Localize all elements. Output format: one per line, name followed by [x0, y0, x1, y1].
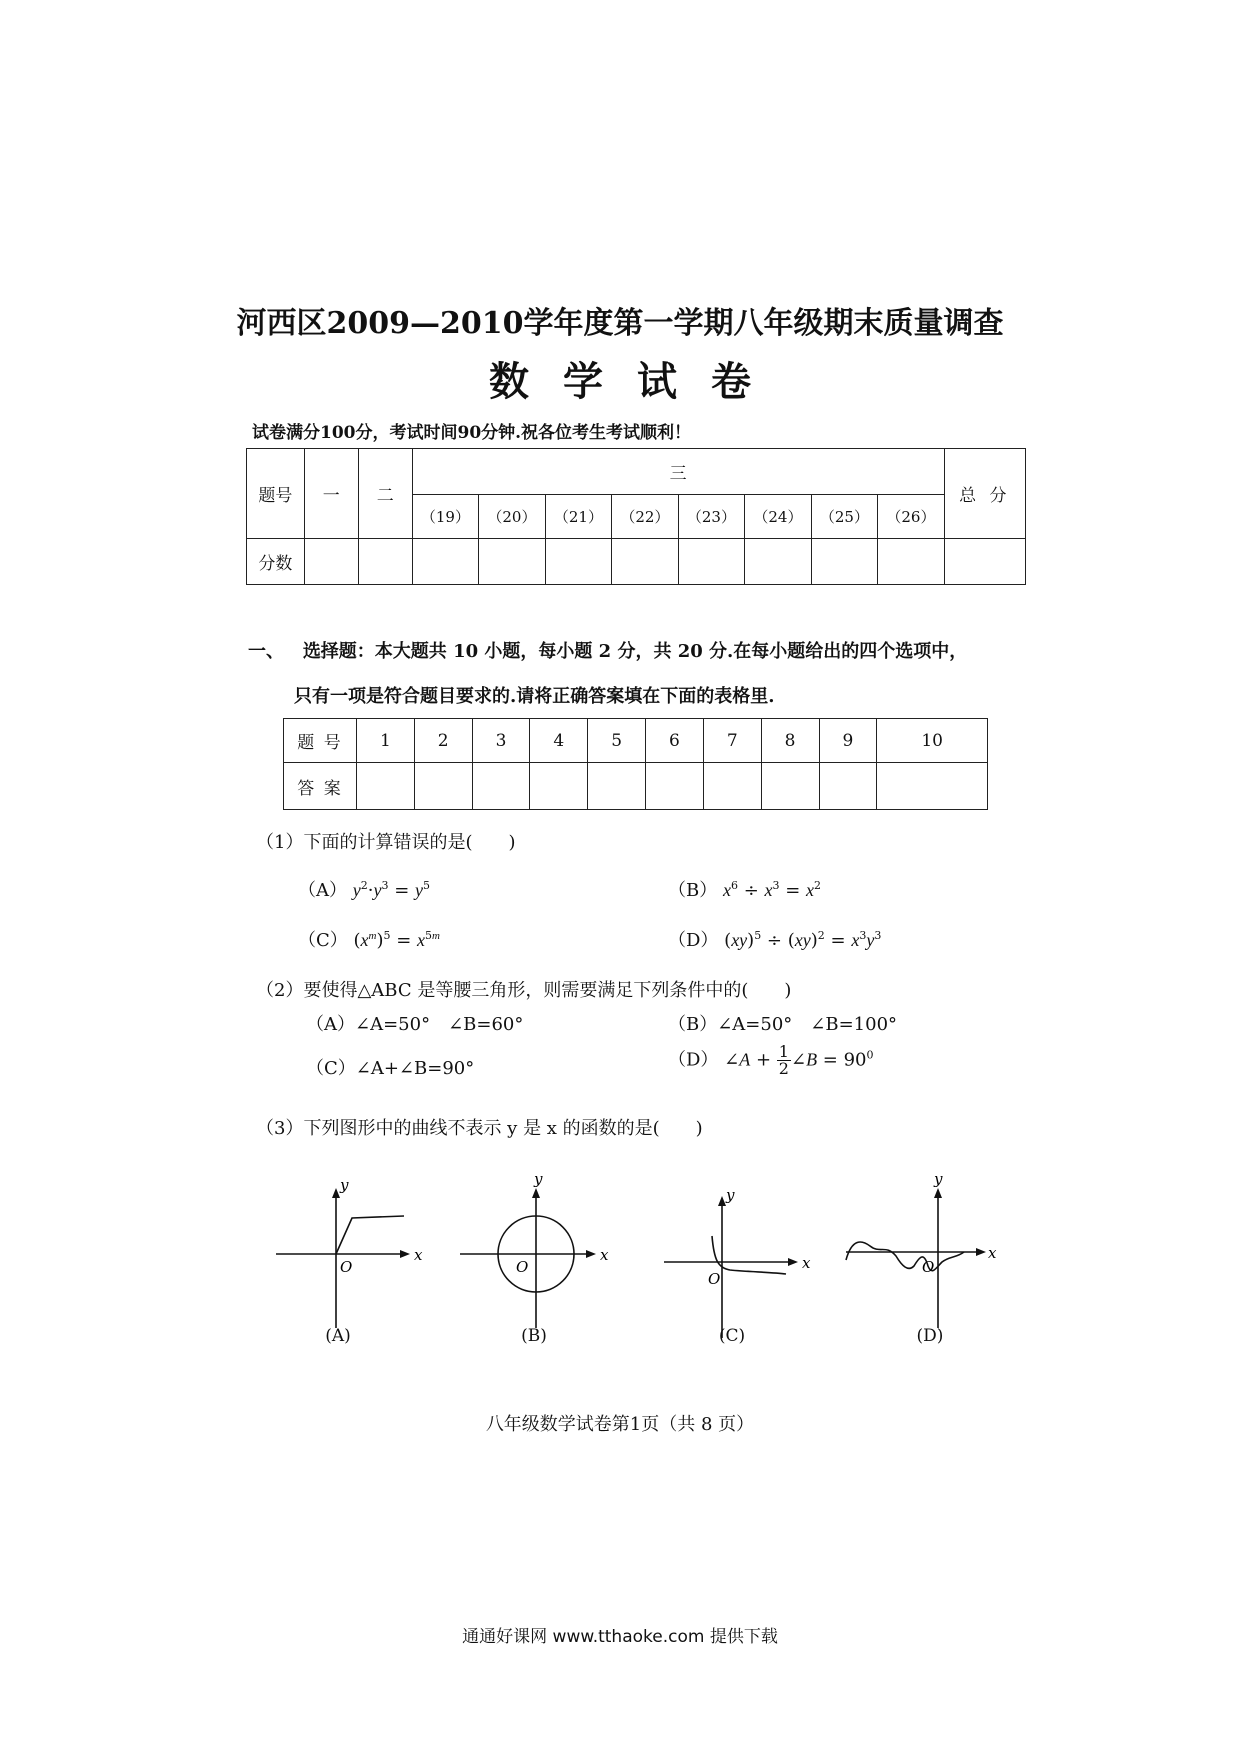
graph-c: [660, 1168, 820, 1348]
score-cell: [479, 539, 546, 585]
q1-option-b: （B） $x^6 \div x^3 = x^2$: [668, 879, 822, 901]
axis-y-label: y: [726, 1186, 735, 1204]
answer-number: 4: [530, 719, 588, 763]
score-table: [246, 448, 1026, 585]
score-sub-col: （24）: [745, 495, 812, 539]
axis-x-label: x: [988, 1244, 997, 1262]
score-cell: [745, 539, 812, 585]
score-cell: [358, 539, 412, 585]
exam-intro: 试卷满分100分，考试时间90分钟.祝各位考生考试顺利！: [252, 423, 692, 443]
score-sub-col: （22）: [612, 495, 679, 539]
score-sub-col: （26）: [878, 495, 945, 539]
q1-option-d: （D） $(xy)^5 \div (xy)^2 = x^3y^3$: [668, 929, 882, 951]
score-cell: [304, 539, 358, 585]
score-sub-col: （19）: [412, 495, 479, 539]
answer-cell: [819, 763, 877, 810]
q1-option-a: （A） $y^2\cdot y^3 = y^5$: [298, 879, 430, 901]
axis-x-label: x: [600, 1246, 609, 1264]
score-sub-col: （25）: [811, 495, 878, 539]
score-col-2: 二: [358, 449, 412, 539]
origin-label: O: [340, 1258, 353, 1276]
answer-number: 8: [761, 719, 819, 763]
answer-number: 2: [414, 719, 472, 763]
axis-y-label: y: [340, 1176, 349, 1194]
answer-cell: [472, 763, 530, 810]
answer-cell: [357, 763, 415, 810]
graph-d: [842, 1168, 1002, 1348]
score-cell: [878, 539, 945, 585]
answer-number: 1: [357, 719, 415, 763]
section1-heading: [248, 637, 967, 663]
answer-number: 9: [819, 719, 877, 763]
answer-number: 7: [703, 719, 761, 763]
answer-number: 6: [646, 719, 704, 763]
graph-c-label: (C): [718, 1326, 746, 1346]
answer-number: 5: [588, 719, 646, 763]
fraction-half: $\frac{1}{2}$: [778, 1042, 789, 1078]
answer-cell: [703, 763, 761, 810]
origin-label: O: [516, 1258, 529, 1276]
score-col-1: 一: [304, 449, 358, 539]
score-row2-label: 分数: [247, 539, 305, 585]
axis-x-label: x: [802, 1254, 811, 1272]
download-watermark: 通通好课网 www.tthaoke.com 提供下载: [462, 1627, 778, 1647]
q2-option-c: （C）∠A+∠B=90°: [306, 1058, 475, 1079]
origin-label: O: [922, 1258, 935, 1276]
score-cell: [545, 539, 612, 585]
answer-cell: [646, 763, 704, 810]
score-row-label: 题号: [247, 449, 305, 539]
q2-option-b: （B）∠A=50° ∠B=100°: [668, 1014, 898, 1035]
answer-cell: [414, 763, 472, 810]
graph-b-label: (B): [521, 1326, 547, 1346]
score-cell: [678, 539, 745, 585]
axis-y-label: y: [934, 1170, 943, 1188]
q2-stem: （2）要使得△ABC 是等腰三角形，则需要满足下列条件中的( ): [256, 980, 792, 1001]
answer-table: [283, 718, 988, 810]
score-sub-col: （21）: [545, 495, 612, 539]
score-cell: [412, 539, 479, 585]
exam-title: 河西区2009—2010学年度第一学期八年级期末质量调查: [236, 306, 1004, 341]
axis-y-label: y: [534, 1170, 543, 1188]
answer-cell: [877, 763, 988, 810]
answer-number: 10: [877, 719, 988, 763]
score-sub-col: （20）: [479, 495, 546, 539]
answer-row-label: 题 号: [284, 719, 357, 763]
graph-a: [272, 1168, 432, 1348]
q2-option-a: （A）∠A=50° ∠B=60°: [306, 1014, 524, 1035]
graph-b: [456, 1168, 616, 1348]
subject-title: 数学试卷: [489, 358, 785, 405]
score-cell: [811, 539, 878, 585]
score-total: 总 分: [944, 449, 1025, 539]
score-cell: [944, 539, 1025, 585]
page-footer: 八年级数学试卷第1页（共 8 页）: [485, 1414, 755, 1435]
section1-number: 一、: [248, 641, 284, 662]
q3-stem: （3）下列图形中的曲线不表示 y 是 x 的函数的是( ): [256, 1118, 703, 1139]
answer-number: 3: [472, 719, 530, 763]
graph-a-label: (A): [325, 1326, 351, 1346]
answer-cell: [530, 763, 588, 810]
q1-option-c: （C） $(x^m)^5 = x^{5m}$: [298, 929, 440, 951]
axis-x-label: x: [414, 1246, 423, 1264]
score-col-3: 三: [412, 449, 944, 495]
section1-line2: 只有一项是符合题目要求的.请将正确答案填在下面的表格里.: [294, 686, 775, 707]
answer-cell: [761, 763, 819, 810]
origin-label: O: [708, 1270, 721, 1288]
answer-row2-label: 答 案: [284, 763, 357, 810]
q2-option-d: （D） ∠A + $\frac{1}{2}$ ∠B = $90^0$: [668, 1042, 874, 1078]
answer-cell: [588, 763, 646, 810]
graph-d-label: (D): [916, 1326, 944, 1346]
q1-stem: （1）下面的计算错误的是( ): [256, 832, 516, 853]
score-sub-col: （23）: [678, 495, 745, 539]
section1-line1: 选择题：本大题共 10 小题，每小题 2 分，共 20 分.在每小题给出的四个选项中，: [302, 641, 968, 662]
score-cell: [612, 539, 679, 585]
